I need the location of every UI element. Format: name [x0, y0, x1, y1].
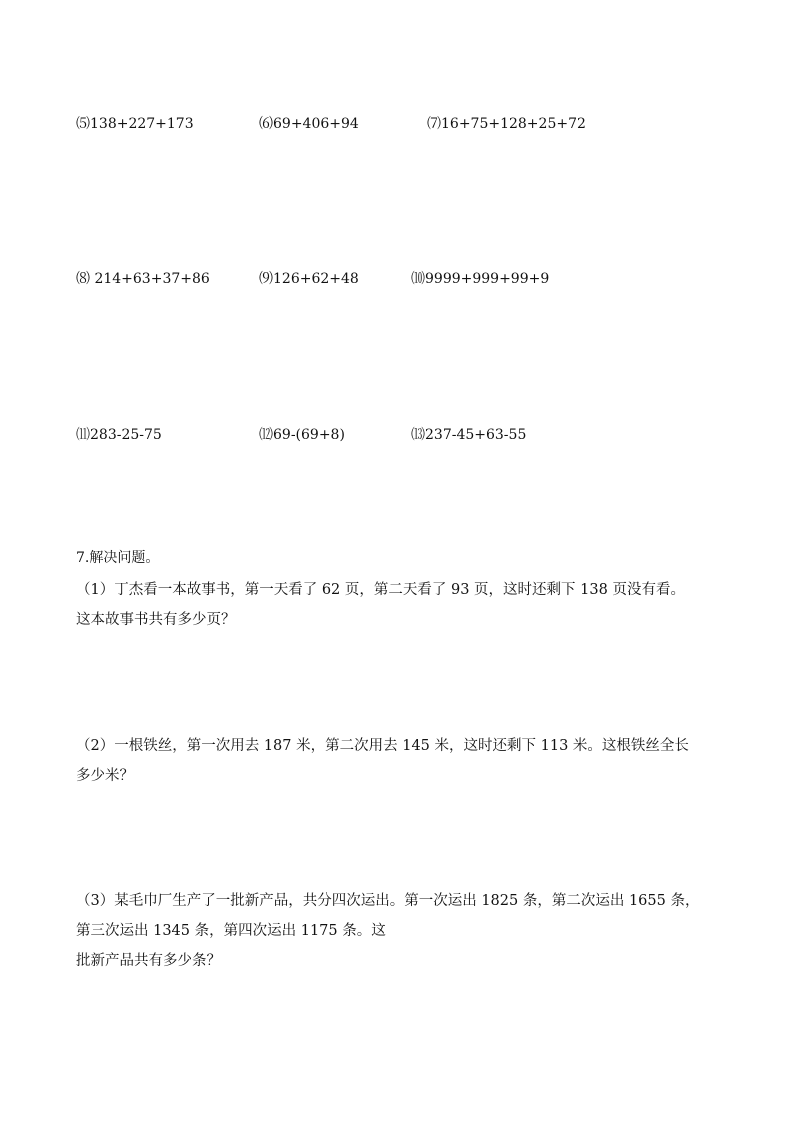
problem-1-line-1: （1）丁杰看一本故事书，第一天看了 62 页，第二天看了 93 页，这时还剩下 138 页没有看。 — [76, 582, 685, 598]
problem-3-line-3: 批新产品共有多少条？ — [76, 953, 221, 969]
problem-3-line-1: （3）某毛巾厂生产了一批新产品，共分四次运出。第一次运出 1825 条，第二次运出 1655 条， — [76, 893, 700, 909]
section-heading: 7.解决问题。 — [76, 550, 160, 566]
calc-expression-8: ⑻ 214+63+37+86 — [76, 271, 210, 287]
word-problem-2 — [76, 731, 689, 791]
word-problem-1 — [76, 575, 685, 635]
calc-expression-9: ⑼126+62+48 — [259, 271, 359, 287]
problem-2-line-1: （2）一根铁丝，第一次用去 187 米，第二次用去 145 米，这时还剩下 113 米。这根铁丝全长 — [76, 738, 689, 754]
calc-expression-5: ⑸138+227+173 — [76, 116, 194, 132]
problem-1-line-2: 这本故事书共有多少页？ — [76, 612, 236, 628]
problem-3-line-2: 第三次运出 1345 条，第四次运出 1175 条。这 — [76, 923, 386, 939]
calc-expression-10: ⑽9999+999+99+9 — [411, 271, 550, 287]
calc-expression-13: ⒀237-45+63-55 — [411, 427, 527, 443]
calc-expression-11: ⑾283-25-75 — [76, 427, 162, 443]
calc-expression-7: ⑺16+75+128+25+72 — [427, 116, 586, 132]
calc-expression-12: ⑿69-(69+8) — [259, 427, 345, 443]
problem-2-line-2: 多少米？ — [76, 768, 134, 784]
word-problem-3 — [76, 886, 699, 976]
calc-expression-6: ⑹69+406+94 — [259, 116, 359, 132]
